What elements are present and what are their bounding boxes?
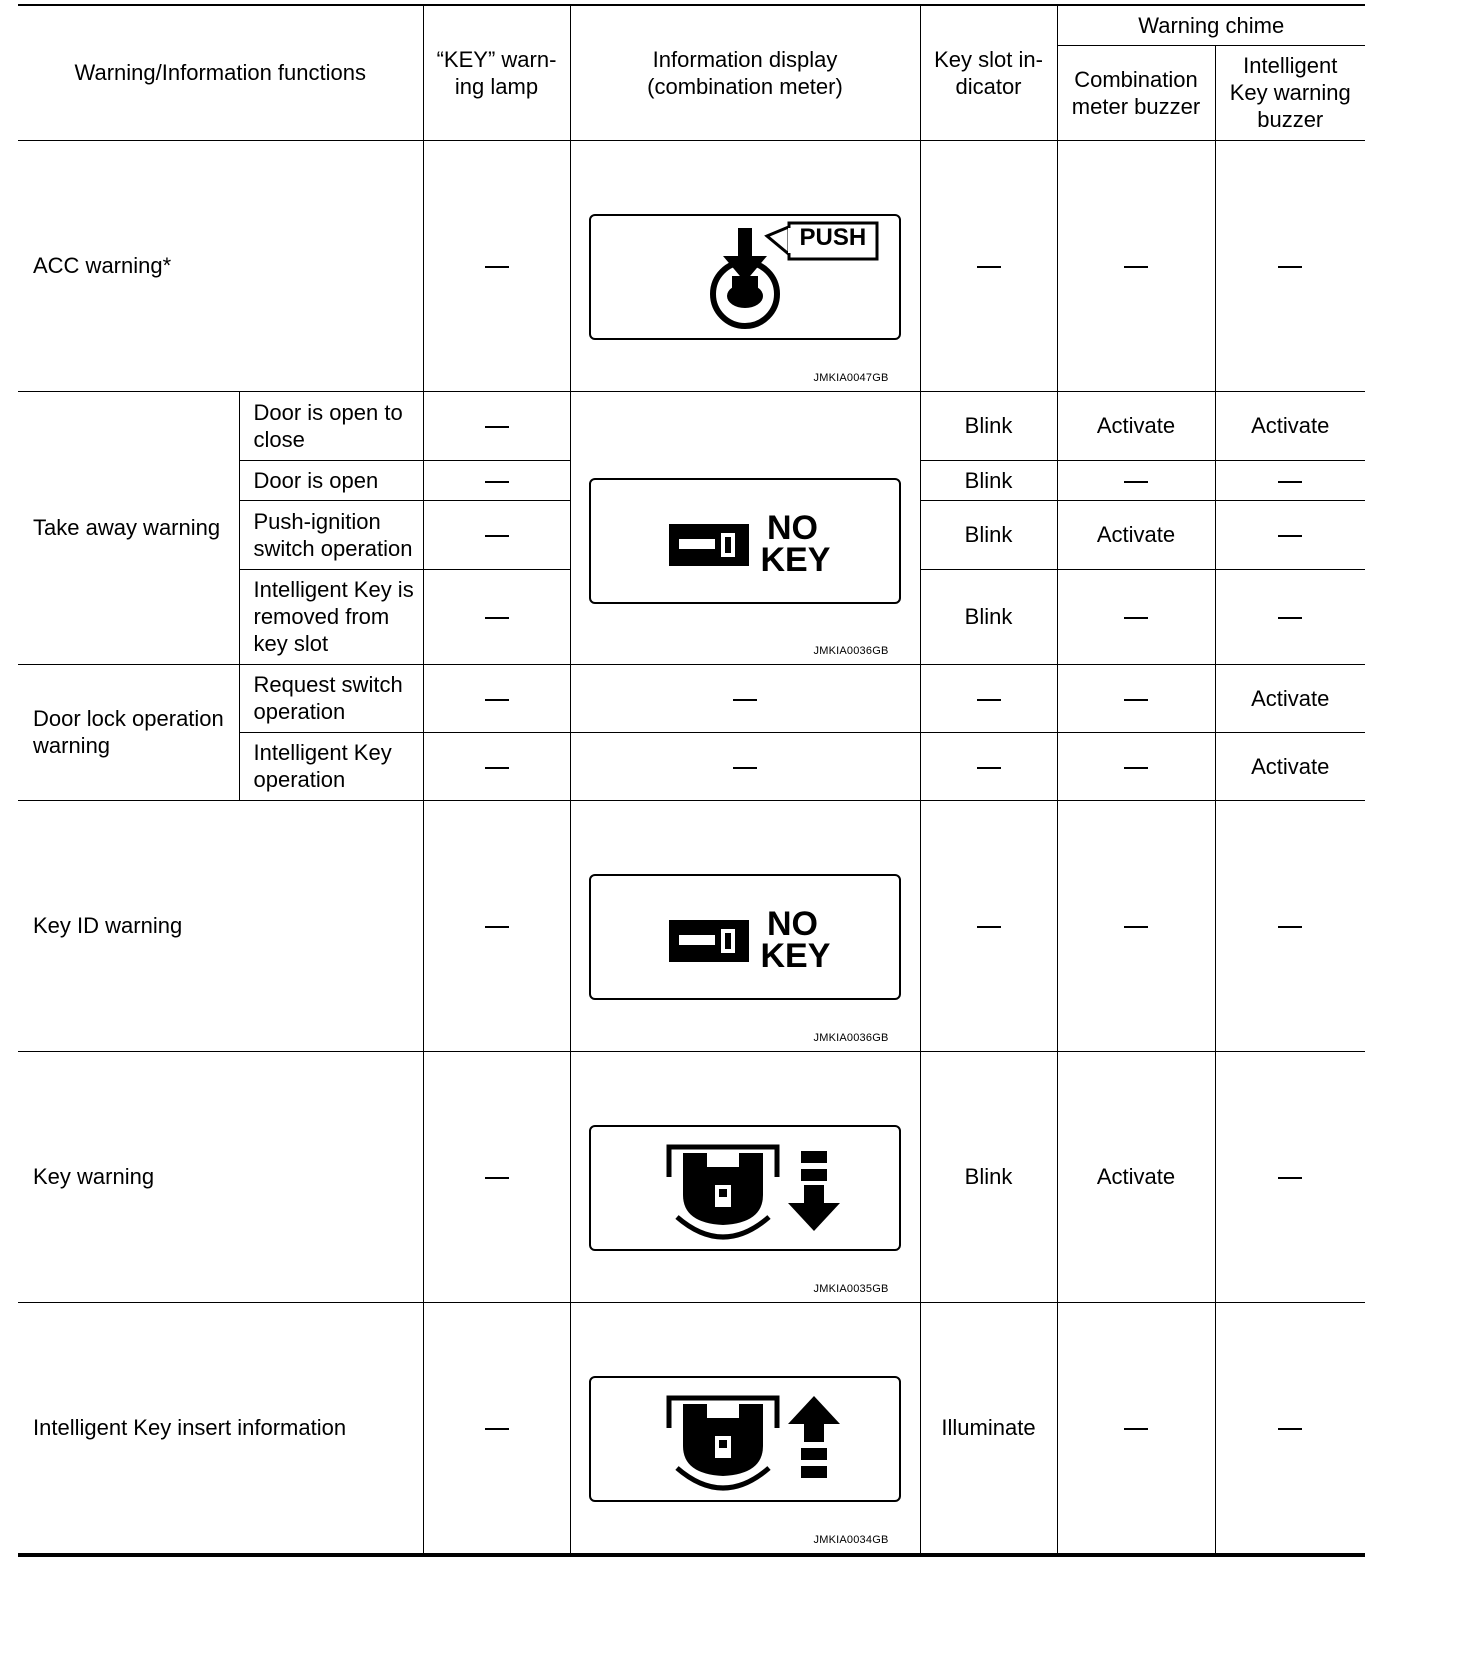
dash: [1278, 617, 1302, 619]
display-cell: [570, 800, 920, 1051]
intelligent-buzzer-cell: [1215, 460, 1365, 500]
table-row: [18, 1302, 1365, 1555]
dash: [1124, 1428, 1148, 1430]
combination-buzzer-cell: [1057, 460, 1215, 500]
header-intelligent-buzzer: Intelligent Key warning buzzer: [1215, 45, 1365, 140]
dash: [1124, 767, 1148, 769]
warning-function-table: [18, 4, 1365, 1557]
warning-function-table-page: [18, 4, 1365, 1557]
dash: [485, 481, 509, 483]
header-info-display: Information display (combination meter): [570, 5, 920, 140]
dash: [1278, 481, 1302, 483]
figure-code: JMKIA0047GB: [813, 371, 889, 384]
figure-code: JMKIA0036GB: [813, 1031, 889, 1044]
dash: [1124, 617, 1148, 619]
condition-cell: Request switch operation: [239, 664, 423, 732]
display-cell: [570, 1302, 920, 1555]
dash: [1278, 266, 1302, 268]
key-slot-cell: Blink: [920, 391, 1057, 460]
intelligent-buzzer-cell: [1215, 140, 1365, 391]
table-row: [18, 800, 1365, 1051]
figure-key-insert: [571, 1303, 921, 1553]
display-panel: [589, 874, 901, 1000]
dash: [485, 1177, 509, 1179]
key-slot-cell: Blink: [920, 569, 1057, 664]
key-lamp-cell: [423, 460, 570, 500]
dash: [733, 699, 757, 701]
figure-key-remove: [571, 1052, 921, 1302]
figure-push: [571, 141, 921, 391]
dash: [485, 266, 509, 268]
no-key-label: NO KEY: [760, 508, 831, 579]
key-lamp-cell: [423, 732, 570, 800]
combination-buzzer-cell: [1057, 1302, 1215, 1555]
dash: [733, 767, 757, 769]
key-slot-cell: Illuminate: [920, 1302, 1057, 1555]
display-cell: [570, 664, 920, 732]
key-slot-cell: Blink: [920, 500, 1057, 569]
intelligent-buzzer-cell: [1215, 569, 1365, 664]
combination-buzzer-cell: Activate: [1057, 1051, 1215, 1302]
intelligent-buzzer-cell: [1215, 800, 1365, 1051]
function-cell: Door lock operation warning: [18, 664, 239, 800]
intelligent-buzzer-cell: [1215, 500, 1365, 569]
key-lamp-cell: [423, 664, 570, 732]
condition-cell: Push-ignition switch operation: [239, 500, 423, 569]
key-lamp-cell: [423, 391, 570, 460]
dash: [485, 1428, 509, 1430]
dash: [1124, 481, 1148, 483]
key-slot-cell: Blink: [920, 460, 1057, 500]
intelligent-buzzer-cell: Activate: [1215, 664, 1365, 732]
header-combination-buzzer: Combination meter buzzer: [1057, 45, 1215, 140]
display-panel: [589, 214, 901, 340]
function-cell: Take away warning: [18, 391, 239, 664]
function-cell: Intelligent Key insert information: [18, 1302, 423, 1555]
key-slot-cell: [920, 140, 1057, 391]
dash: [485, 535, 509, 537]
combination-buzzer-cell: Activate: [1057, 500, 1215, 569]
combination-buzzer-cell: [1057, 800, 1215, 1051]
key-lamp-cell: [423, 800, 570, 1051]
dash: [977, 699, 1001, 701]
table-row: [18, 391, 1365, 460]
display-panel: [589, 1376, 901, 1502]
key-slot-insert-icon: [591, 1378, 899, 1500]
display-panel: [589, 478, 901, 604]
figure-no-key: [571, 392, 921, 664]
intelligent-buzzer-cell: Activate: [1215, 732, 1365, 800]
key-lamp-cell: [423, 1302, 570, 1555]
dash: [485, 426, 509, 428]
dash: [485, 699, 509, 701]
dash: [485, 926, 509, 928]
condition-cell: Intelligent Key operation: [239, 732, 423, 800]
condition-cell: Intelligent Key is removed from key slot: [239, 569, 423, 664]
intelligent-buzzer-cell: [1215, 1051, 1365, 1302]
display-cell: [570, 1051, 920, 1302]
display-cell: [570, 140, 920, 391]
intelligent-buzzer-cell: Activate: [1215, 391, 1365, 460]
key-slot-remove-icon: [591, 1127, 899, 1249]
table-row: [18, 140, 1365, 391]
no-key-label: NO KEY: [760, 904, 831, 975]
figure-code: JMKIA0036GB: [813, 644, 889, 657]
key-slot-cell: [920, 800, 1057, 1051]
key-slot-cell: [920, 732, 1057, 800]
function-cell: ACC warning*: [18, 140, 423, 391]
key-slot-cell: Blink: [920, 1051, 1057, 1302]
combination-buzzer-cell: [1057, 140, 1215, 391]
header-functions: Warning/Information functions: [18, 5, 423, 140]
dash: [1124, 699, 1148, 701]
key-slot-cell: [920, 664, 1057, 732]
combination-buzzer-cell: [1057, 569, 1215, 664]
key-lamp-cell: [423, 500, 570, 569]
dash: [1124, 266, 1148, 268]
dash: [1278, 1428, 1302, 1430]
figure-code: JMKIA0034GB: [813, 1533, 889, 1546]
dash: [1278, 535, 1302, 537]
dash: [1278, 1177, 1302, 1179]
function-cell: Key warning: [18, 1051, 423, 1302]
dash: [977, 926, 1001, 928]
header-key-slot: Key slot in- dicator: [920, 5, 1057, 140]
figure-code: JMKIA0035GB: [813, 1282, 889, 1295]
combination-buzzer-cell: Activate: [1057, 391, 1215, 460]
display-cell: [570, 732, 920, 800]
key-icon: [591, 480, 899, 602]
dash: [1124, 926, 1148, 928]
table-row: [18, 664, 1365, 732]
combination-buzzer-cell: [1057, 732, 1215, 800]
header-key-lamp: “KEY” warn- ing lamp: [423, 5, 570, 140]
dash: [485, 767, 509, 769]
figure-no-key: [571, 801, 921, 1051]
header-warning-chime: Warning chime: [1057, 5, 1365, 45]
key-lamp-cell: [423, 1051, 570, 1302]
display-panel: [589, 1125, 901, 1251]
key-lamp-cell: [423, 569, 570, 664]
function-cell: Key ID warning: [18, 800, 423, 1051]
combination-buzzer-cell: [1057, 664, 1215, 732]
display-cell: [570, 391, 920, 664]
condition-cell: Door is open: [239, 460, 423, 500]
key-icon: [591, 876, 899, 998]
push-label: PUSH: [799, 223, 867, 251]
dash: [485, 617, 509, 619]
table-row: [18, 1051, 1365, 1302]
condition-cell: Door is open to close: [239, 391, 423, 460]
dash: [977, 266, 1001, 268]
key-lamp-cell: [423, 140, 570, 391]
dash: [1278, 926, 1302, 928]
intelligent-buzzer-cell: [1215, 1302, 1365, 1555]
dash: [977, 767, 1001, 769]
